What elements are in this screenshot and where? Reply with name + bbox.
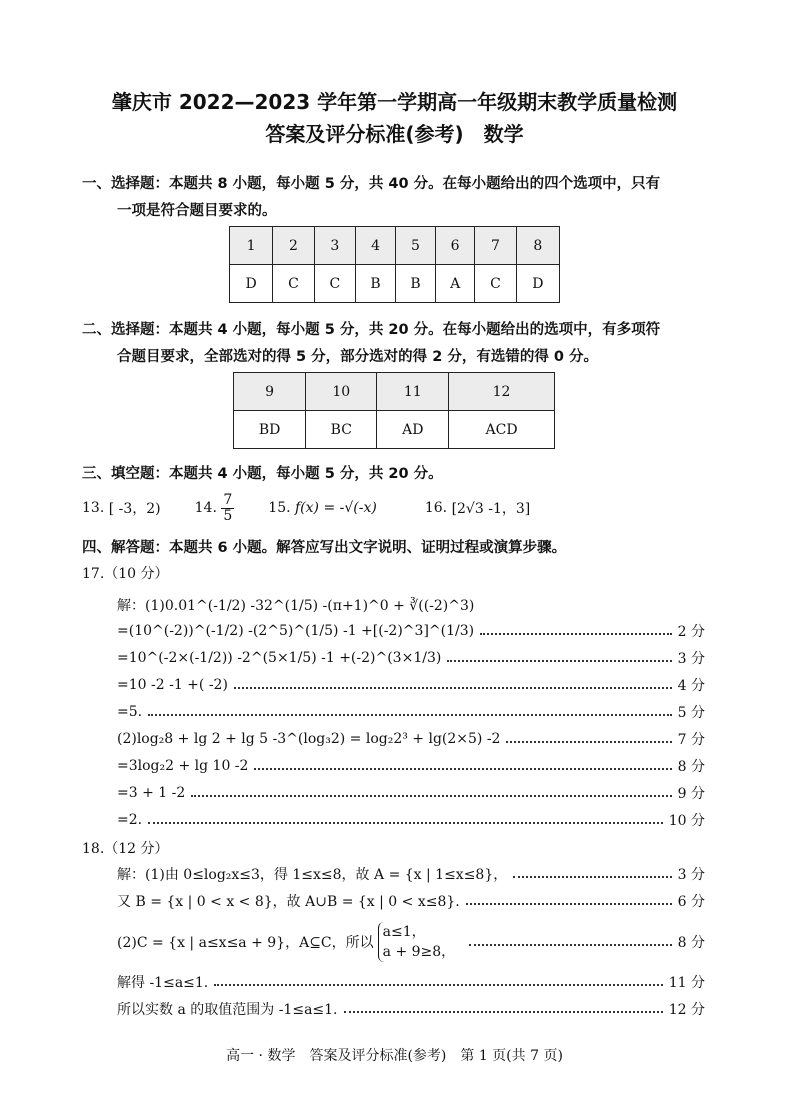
- table-cell: 1: [230, 227, 273, 265]
- section2-answer-table: [233, 372, 555, 449]
- system-line: a + 9≥8，: [382, 944, 456, 960]
- q13-answer: [ -3，2): [108, 501, 161, 517]
- section1-heading: 一、选择题：本题共 8 小题，每小题 5 分，共 40 分。在每小题给出的四个选项中，只有: [82, 176, 661, 192]
- fill-in-answers: [82, 490, 530, 526]
- table-cell: BD: [234, 411, 306, 449]
- step-expression: 又 B = {x | 0 < x < 8}，故 A∪B = {x | 0 < x≤8}.: [117, 894, 460, 910]
- q13-label: 13.: [82, 500, 105, 516]
- table-row: [230, 227, 560, 265]
- step-score: 4 分: [677, 678, 705, 694]
- leader-dots: [214, 984, 662, 986]
- step-score: 5 分: [677, 705, 705, 721]
- q17-step: [117, 701, 705, 723]
- table-cell: 5: [396, 227, 436, 265]
- step-expression: 解：(1)由 0≤log₂x≤3，得 1≤x≤8，故 A = {x | 1≤x≤8}，: [117, 867, 508, 883]
- table-cell: 9: [234, 373, 306, 411]
- step-expression: =(10^(-2))^(-1/2) -(2^5)^(1/5) -1 +[(-2)^3]^(1/3): [117, 623, 475, 639]
- section1-answer-table: [229, 226, 560, 303]
- q14-denominator: 5: [223, 507, 233, 524]
- table-row: [234, 411, 555, 449]
- leader-dots: [469, 944, 671, 946]
- q18-step: [117, 971, 705, 993]
- table-cell: D: [516, 265, 559, 303]
- page-title: 肇庆市 2022—2023 学年第一学期高一年级期末教学质量检测: [111, 90, 678, 114]
- leader-dots: [191, 795, 671, 797]
- step-score: 8 分: [677, 935, 705, 951]
- step-expression: =10^(-2×(-1/2)) -2^(5×1/5) -1 +(-2)^(3×1/3): [117, 650, 442, 666]
- leader-dots: [234, 687, 672, 689]
- step-expression: =2.: [117, 812, 143, 828]
- step-score: 2 分: [677, 624, 705, 640]
- table-cell: 7: [475, 227, 516, 265]
- table-row: [230, 265, 560, 303]
- leader-dots: [506, 741, 671, 743]
- step-score: 6 分: [677, 894, 705, 910]
- step-score: 7 分: [677, 732, 705, 748]
- leader-dots: [466, 903, 672, 905]
- section1-heading-cont: 一项是符合题目要求的。: [117, 203, 277, 219]
- q17-label: 17.（10 分）: [82, 566, 169, 582]
- q18-label: 18.（12 分）: [82, 841, 169, 857]
- leader-dots: [480, 633, 672, 635]
- step-score: 3 分: [677, 651, 705, 667]
- system-line: a≤1，: [382, 924, 426, 940]
- leader-dots: [344, 1011, 663, 1013]
- q17-step: [117, 647, 705, 669]
- section4-heading: 四、解答题：本题共 6 小题。解答应写出文字说明、证明过程或演算步骤。: [82, 540, 567, 556]
- q15-label: 15.: [268, 500, 291, 516]
- table-cell: C: [273, 265, 314, 303]
- table-cell: ACD: [449, 411, 555, 449]
- step-score: 12 分: [668, 1002, 705, 1018]
- q18-step: [117, 863, 705, 885]
- table-cell: 2: [273, 227, 314, 265]
- table-cell: D: [230, 265, 273, 303]
- section2-heading-cont: 合题目要求，全部选对的得 5 分，部分选对的得 2 分，有选错的得 0 分。: [117, 349, 599, 365]
- table-cell: C: [475, 265, 516, 303]
- section2-heading: 二、选择题：本题共 4 小题，每小题 5 分，共 20 分。在每小题给出的选项中，有多项符: [82, 322, 661, 338]
- table-row: [234, 373, 555, 411]
- q18-step: [117, 920, 705, 964]
- table-cell: 12: [449, 373, 555, 411]
- table-cell: B: [356, 265, 396, 303]
- step-score: 8 分: [677, 759, 705, 775]
- leader-dots: [447, 660, 671, 662]
- table-cell: 10: [306, 373, 377, 411]
- q17-step: [117, 728, 705, 750]
- table-cell: B: [396, 265, 436, 303]
- q14-label: 14.: [194, 500, 217, 516]
- table-cell: A: [435, 265, 474, 303]
- q17-step: [117, 674, 705, 696]
- q17-step: [117, 620, 705, 642]
- step-score: 3 分: [677, 867, 705, 883]
- q17-step: [117, 782, 705, 804]
- table-cell: 3: [314, 227, 355, 265]
- q16-answer: [2√3 -1，3]: [451, 501, 531, 517]
- leader-dots: [254, 768, 671, 770]
- q18-step: [117, 890, 705, 912]
- page-subtitle: 答案及评分标准(参考) 数学: [265, 122, 524, 146]
- step-score: 9 分: [677, 786, 705, 802]
- step-expression: =3log₂2 + lg 10 -2: [117, 758, 249, 774]
- step-expression: =5.: [117, 704, 143, 720]
- step-expression: =10 -2 -1 +( -2): [117, 677, 228, 693]
- page-footer: 高一 · 数学 答案及评分标准(参考) 第 1 页(共 7 页): [226, 1048, 563, 1064]
- q18-step: [117, 998, 705, 1020]
- table-cell: 4: [356, 227, 396, 265]
- leader-dots: [148, 822, 663, 824]
- step-expression: (2)log₂8 + lg 2 + lg 5 -3^(log₃2) = log₂2³ + lg(2×5) -2: [117, 731, 501, 747]
- leader-dots: [513, 876, 671, 878]
- step-score: 11 分: [668, 975, 705, 991]
- leader-dots: [148, 714, 672, 716]
- q17-intro: 解：(1)0.01^(-1/2) -32^(1/5) -(π+1)^0 + ∛((-2)^3): [117, 598, 475, 614]
- table-cell: 11: [377, 373, 449, 411]
- step-expression: 解得 -1≤a≤1.: [117, 975, 209, 991]
- step-score: 10 分: [668, 813, 705, 829]
- table-cell: 6: [435, 227, 474, 265]
- q15-answer: f(x) = -√(-x): [295, 500, 377, 516]
- q14-numerator: 7: [223, 491, 233, 508]
- step-expression: 所以实数 a 的取值范围为 -1≤a≤1.: [117, 1002, 338, 1018]
- table-cell: 8: [516, 227, 559, 265]
- inequality-system: [378, 922, 456, 962]
- table-cell: AD: [377, 411, 449, 449]
- q16-label: 16.: [424, 500, 448, 516]
- step-expression: =3 + 1 -2: [117, 785, 186, 801]
- q17-step: [117, 809, 705, 831]
- q17-step: [117, 755, 705, 777]
- q14-fraction: [221, 493, 234, 524]
- table-cell: BC: [306, 411, 377, 449]
- section3-heading: 三、填空题：本题共 4 小题，每小题 5 分，共 20 分。: [82, 466, 443, 482]
- table-cell: C: [314, 265, 355, 303]
- step-expression: (2)C = {x | a≤x≤a + 9}，A⊆C，所以: [117, 935, 374, 951]
